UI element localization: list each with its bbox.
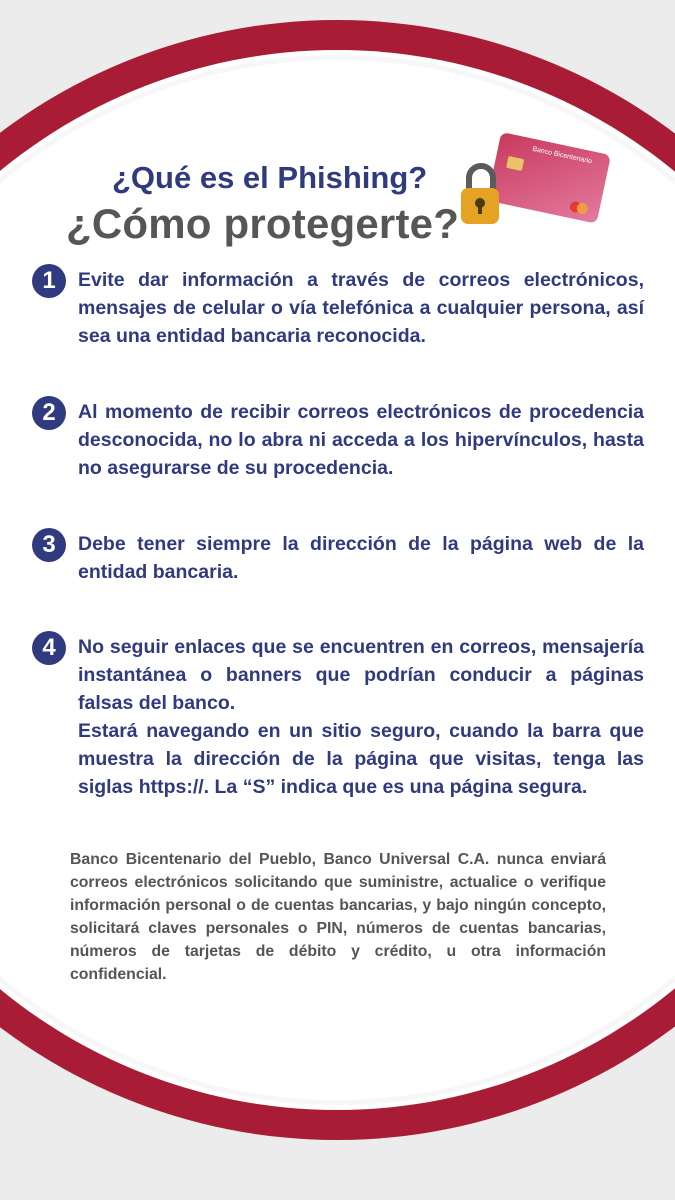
tip-paragraph: No seguir enlaces que se encuentren en correos, mensajería instantánea o banners que podrían conducir a páginas falsas del banco. (78, 636, 644, 714)
tip-number-badge: 2 (32, 396, 66, 430)
tip-number-badge: 3 (32, 528, 66, 562)
tip-number-badge: 4 (32, 631, 66, 665)
tip-text (78, 398, 644, 482)
tip-paragraph: Estará navegando en un sitio seguro, cuando la barra que muestra la dirección de la página que visitas, tenga las siglas https://. La “S” indica que es una página segura. (78, 720, 644, 798)
heading-what-is-phishing: ¿Qué es el Phishing? (112, 160, 428, 195)
tip-text (78, 266, 644, 350)
tip-number-badge: 1 (32, 264, 66, 298)
tip-3 (32, 530, 644, 586)
tip-paragraph: Evite dar información a través de correos electrónicos, mensajes de celular o vía telefónica a cualquier persona, así sea una entidad bancaria reconocida. (78, 269, 644, 347)
bank-card-padlock-icon (455, 132, 615, 242)
bank-disclaimer: Banco Bicentenario del Pueblo, Banco Universal C.A. nunca enviará correos electrónicos solicitando que suministre, actualice o verifique información personal o de cuentas bancarias, y bajo ningún concepto, solicitará claves personales o PIN, números de cuentas bancarias, números de tarjetas de débito y crédito, u otra información confidencial. (70, 851, 606, 983)
tip-paragraph: Debe tener siempre la dirección de la página web de la entidad bancaria. (78, 533, 644, 583)
tip-4 (32, 633, 644, 801)
heading-how-to-protect: ¿Cómo protegerte? (66, 200, 460, 247)
card-brand-text: Banco Bicentenario (531, 145, 593, 166)
tip-text (78, 633, 644, 801)
tip-2 (32, 398, 644, 482)
tip-text (78, 530, 644, 586)
tip-paragraph: Al momento de recibir correos electrónicos de procedencia desconocida, no lo abra ni acceda a los hipervínculos, hasta no asegurarse de su procedencia. (78, 401, 644, 479)
tip-1 (32, 266, 644, 350)
